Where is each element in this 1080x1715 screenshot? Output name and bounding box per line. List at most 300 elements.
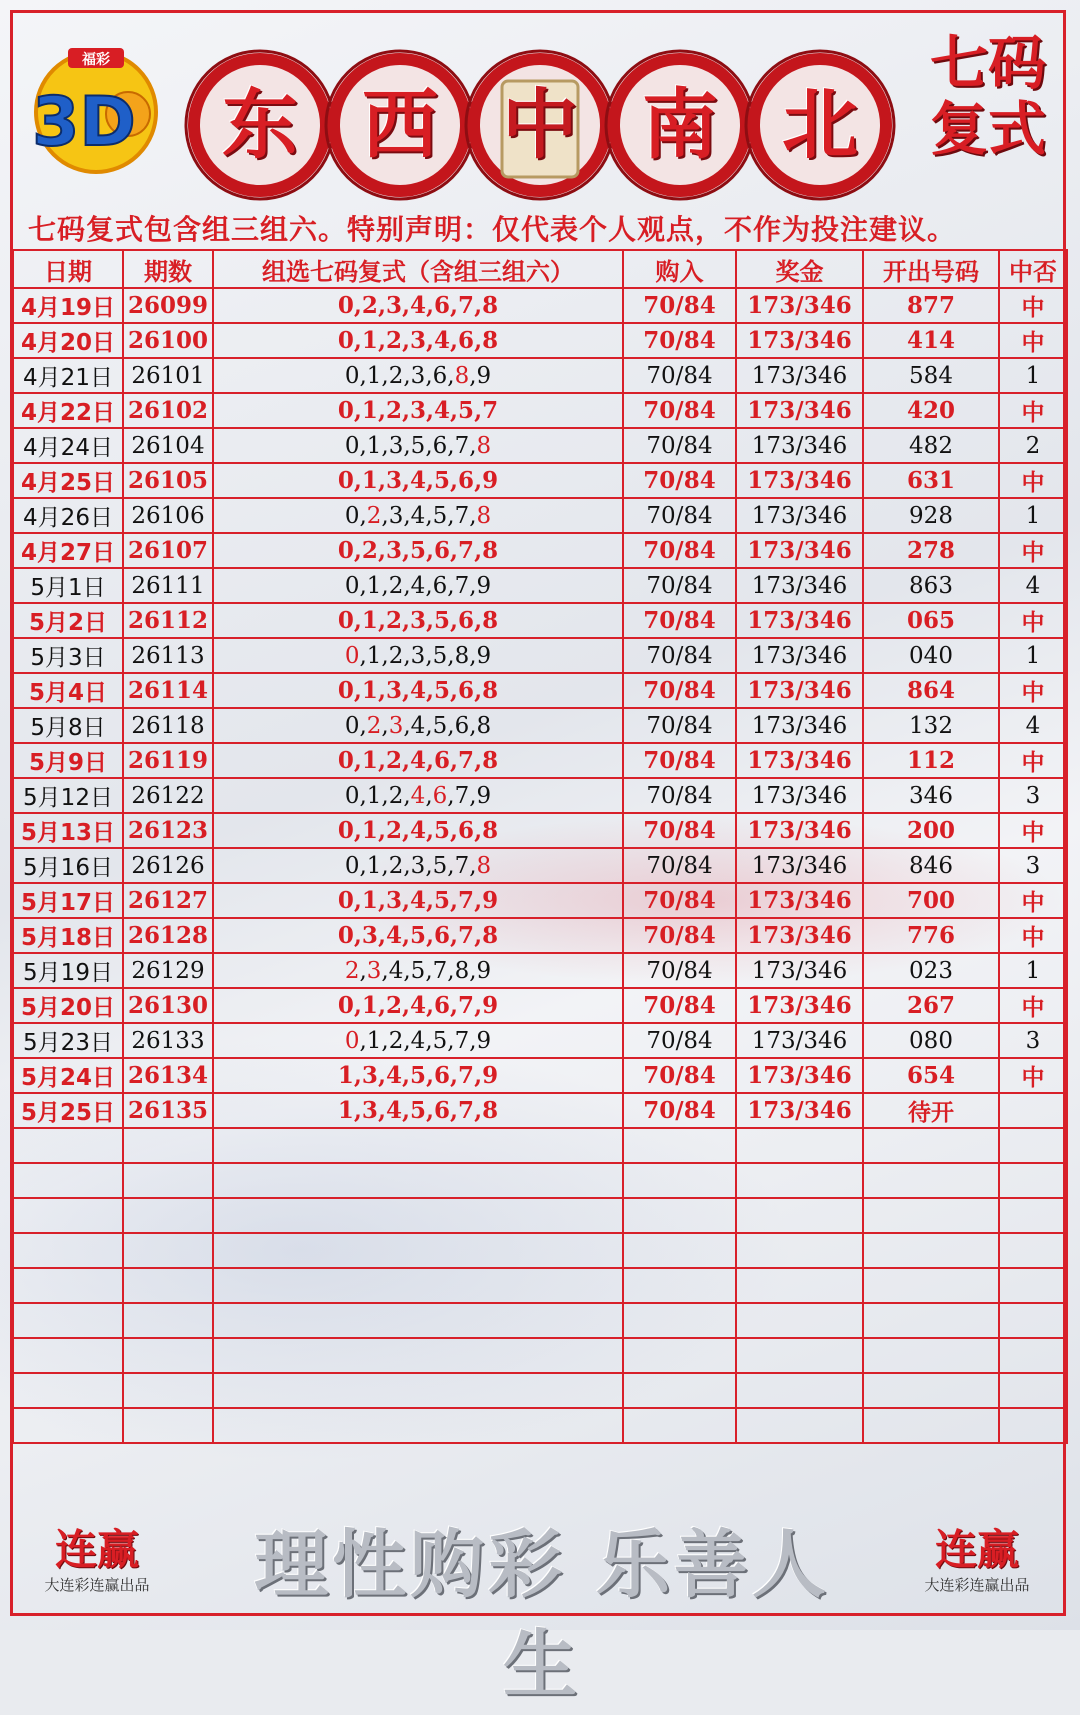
combo-separator: , bbox=[401, 467, 410, 494]
empty-cell bbox=[123, 1338, 213, 1373]
combo-digit: 9 bbox=[476, 957, 492, 984]
brand-left-sub: 大连彩连赢出品 bbox=[44, 1576, 150, 1594]
table-row bbox=[13, 463, 1067, 498]
combo-separator: , bbox=[403, 782, 411, 809]
cell-issue: 26129 bbox=[123, 953, 213, 988]
combo-digit: 0 bbox=[337, 922, 354, 949]
cell-buy: 70/84 bbox=[623, 1058, 736, 1093]
combo-digit: 9 bbox=[482, 992, 499, 1019]
empty-cell bbox=[213, 1163, 623, 1198]
combo-separator: , bbox=[447, 432, 455, 459]
combo-digit: 1 bbox=[361, 607, 378, 634]
combo-separator: , bbox=[381, 957, 389, 984]
combo-separator: , bbox=[381, 852, 389, 879]
cell-issue: 26102 bbox=[123, 393, 213, 428]
cell-combo bbox=[213, 323, 623, 358]
cell-date: 5月2日 bbox=[13, 603, 123, 638]
combo-digit: 1 bbox=[337, 1062, 354, 1089]
combo-separator: , bbox=[403, 502, 411, 529]
empty-cell bbox=[213, 1338, 623, 1373]
cell-prize: 173/346 bbox=[736, 988, 863, 1023]
cell-date: 4月21日 bbox=[13, 358, 123, 393]
cell-result: 3 bbox=[999, 848, 1067, 883]
badge-north bbox=[740, 45, 900, 205]
combo-digit: 0 bbox=[337, 887, 354, 914]
cell-combo bbox=[213, 673, 623, 708]
cell-buy: 70/84 bbox=[623, 533, 736, 568]
combo-separator: , bbox=[426, 1062, 435, 1089]
combo-digit: 0 bbox=[337, 327, 354, 354]
cell-draw: 420 bbox=[863, 393, 999, 428]
cell-combo bbox=[213, 883, 623, 918]
cell-combo bbox=[213, 953, 623, 988]
empty-cell bbox=[623, 1338, 736, 1373]
combo-separator: , bbox=[474, 397, 483, 424]
combo-separator: , bbox=[401, 607, 410, 634]
combo-digit: 4 bbox=[385, 1062, 402, 1089]
combo-separator: , bbox=[353, 292, 362, 319]
table-row bbox=[13, 708, 1067, 743]
combo-separator: , bbox=[353, 922, 362, 949]
cell-issue: 26122 bbox=[123, 778, 213, 813]
combo-separator: , bbox=[381, 432, 389, 459]
combo-digit: 3 bbox=[385, 537, 402, 564]
combo-separator: , bbox=[353, 677, 362, 704]
combo-digit: 8 bbox=[482, 292, 499, 319]
cell-draw: 654 bbox=[863, 1058, 999, 1093]
cell-result: 中 bbox=[999, 393, 1067, 428]
badge-char-north: 北 bbox=[782, 80, 858, 169]
combo-digit: 8 bbox=[482, 537, 499, 564]
cell-issue: 26114 bbox=[123, 673, 213, 708]
cell-date: 4月19日 bbox=[13, 288, 123, 323]
cell-issue: 26104 bbox=[123, 428, 213, 463]
combo-digit: 6 bbox=[458, 677, 475, 704]
table-body bbox=[13, 288, 1067, 1443]
combo-digit: 1 bbox=[361, 397, 378, 424]
empty-cell bbox=[13, 1233, 123, 1268]
table-row bbox=[13, 603, 1067, 638]
combo-separator: , bbox=[474, 677, 483, 704]
combo-digit: 6 bbox=[434, 922, 451, 949]
combo-digit: 7 bbox=[458, 887, 475, 914]
combo-digit: 2 bbox=[344, 957, 360, 984]
cell-prize: 173/346 bbox=[736, 428, 863, 463]
header-prize: 奖金 bbox=[736, 250, 863, 288]
combo-separator: , bbox=[353, 1097, 362, 1124]
cell-prize: 173/346 bbox=[736, 568, 863, 603]
header-result: 中否 bbox=[999, 250, 1067, 288]
combo-digit: 0 bbox=[337, 677, 354, 704]
combo-digit: 9 bbox=[476, 642, 492, 669]
combo-separator: , bbox=[425, 782, 433, 809]
combo-separator: , bbox=[450, 607, 459, 634]
combo-digit: 2 bbox=[388, 782, 404, 809]
cell-issue: 26099 bbox=[123, 288, 213, 323]
empty-cell bbox=[736, 1303, 863, 1338]
combo-digit: 2 bbox=[388, 572, 404, 599]
cell-combo bbox=[213, 533, 623, 568]
combo-separator: , bbox=[359, 1027, 367, 1054]
cell-issue: 26135 bbox=[123, 1093, 213, 1128]
combo-digit: 0 bbox=[337, 292, 354, 319]
cell-buy: 70/84 bbox=[623, 883, 736, 918]
table-row bbox=[13, 883, 1067, 918]
cell-result: 中 bbox=[999, 323, 1067, 358]
combo-digit: 5 bbox=[434, 817, 451, 844]
combo-digit: 8 bbox=[454, 362, 470, 389]
cell-result bbox=[999, 1093, 1067, 1128]
cell-buy: 70/84 bbox=[623, 1093, 736, 1128]
empty-cell bbox=[999, 1408, 1067, 1443]
cell-draw: 040 bbox=[863, 638, 999, 673]
combo-digit: 2 bbox=[366, 502, 382, 529]
cell-date: 5月20日 bbox=[13, 988, 123, 1023]
combo-digit: 3 bbox=[361, 922, 378, 949]
table-row bbox=[13, 533, 1067, 568]
combo-separator: , bbox=[401, 327, 410, 354]
combo-separator: , bbox=[474, 747, 483, 774]
cell-prize: 173/346 bbox=[736, 918, 863, 953]
empty-cell bbox=[623, 1233, 736, 1268]
combo-digit: 1 bbox=[337, 1097, 354, 1124]
combo-digit: 4 bbox=[409, 817, 426, 844]
logo-3d-text: 3D bbox=[32, 83, 136, 162]
combo-separator: , bbox=[450, 292, 459, 319]
combo-digit: 1 bbox=[366, 782, 382, 809]
combo-separator: , bbox=[447, 362, 455, 389]
combo-separator: , bbox=[447, 852, 455, 879]
combo-digit: 3 bbox=[388, 432, 404, 459]
combo-digit: 1 bbox=[366, 572, 382, 599]
combo-separator: , bbox=[474, 922, 483, 949]
combo-digit: 5 bbox=[432, 642, 448, 669]
cell-combo bbox=[213, 1058, 623, 1093]
combo-digit: 4 bbox=[409, 887, 426, 914]
combo-separator: , bbox=[353, 467, 362, 494]
combo-separator: , bbox=[401, 1062, 410, 1089]
cell-combo bbox=[213, 778, 623, 813]
cell-draw: 278 bbox=[863, 533, 999, 568]
cell-draw: 414 bbox=[863, 323, 999, 358]
cell-issue: 26133 bbox=[123, 1023, 213, 1058]
cell-buy: 70/84 bbox=[623, 708, 736, 743]
cell-prize: 173/346 bbox=[736, 603, 863, 638]
cell-draw: 023 bbox=[863, 953, 999, 988]
combo-digit: 2 bbox=[388, 362, 404, 389]
combo-separator: , bbox=[426, 397, 435, 424]
combo-digit: 4 bbox=[410, 572, 426, 599]
table-row bbox=[13, 953, 1067, 988]
cell-combo bbox=[213, 498, 623, 533]
table-row bbox=[13, 848, 1067, 883]
empty-cell bbox=[863, 1303, 999, 1338]
cell-buy: 70/84 bbox=[623, 428, 736, 463]
combo-digit: 2 bbox=[385, 747, 402, 774]
combo-separator: , bbox=[401, 537, 410, 564]
combo-separator: , bbox=[469, 852, 477, 879]
cell-issue: 26113 bbox=[123, 638, 213, 673]
combo-digit: 0 bbox=[344, 642, 360, 669]
cell-prize: 173/346 bbox=[736, 533, 863, 568]
cell-result: 中 bbox=[999, 463, 1067, 498]
combo-separator: , bbox=[381, 502, 389, 529]
combo-digit: 3 bbox=[409, 607, 426, 634]
combo-digit: 5 bbox=[432, 712, 448, 739]
combo-separator: , bbox=[401, 887, 410, 914]
empty-table-row bbox=[13, 1373, 1067, 1408]
combo-separator: , bbox=[377, 467, 386, 494]
empty-table-row bbox=[13, 1163, 1067, 1198]
cell-date: 4月25日 bbox=[13, 463, 123, 498]
cell-prize: 173/346 bbox=[736, 708, 863, 743]
combo-separator: , bbox=[401, 397, 410, 424]
cell-combo bbox=[213, 463, 623, 498]
combo-separator: , bbox=[377, 327, 386, 354]
combo-digit: 3 bbox=[385, 887, 402, 914]
cell-combo bbox=[213, 848, 623, 883]
empty-cell bbox=[999, 1233, 1067, 1268]
combo-separator: , bbox=[450, 467, 459, 494]
combo-separator: , bbox=[469, 502, 477, 529]
cell-date: 5月23日 bbox=[13, 1023, 123, 1058]
empty-cell bbox=[123, 1163, 213, 1198]
empty-cell bbox=[213, 1198, 623, 1233]
combo-digit: 1 bbox=[366, 432, 382, 459]
empty-cell bbox=[123, 1373, 213, 1408]
combo-separator: , bbox=[377, 292, 386, 319]
combo-separator: , bbox=[426, 467, 435, 494]
combo-separator: , bbox=[359, 432, 367, 459]
cell-result: 中 bbox=[999, 988, 1067, 1023]
table-row bbox=[13, 323, 1067, 358]
cell-issue: 26127 bbox=[123, 883, 213, 918]
cell-buy: 70/84 bbox=[623, 813, 736, 848]
empty-cell bbox=[623, 1303, 736, 1338]
cell-date: 5月13日 bbox=[13, 813, 123, 848]
combo-separator: , bbox=[450, 747, 459, 774]
table-row bbox=[13, 813, 1067, 848]
combo-separator: , bbox=[401, 292, 410, 319]
combo-digit: 6 bbox=[432, 782, 448, 809]
combo-separator: , bbox=[469, 712, 477, 739]
combo-digit: 8 bbox=[482, 327, 499, 354]
table-row bbox=[13, 743, 1067, 778]
empty-cell bbox=[623, 1373, 736, 1408]
combo-digit: 4 bbox=[409, 747, 426, 774]
table-row bbox=[13, 1023, 1067, 1058]
cell-draw: 631 bbox=[863, 463, 999, 498]
results-table bbox=[12, 249, 1068, 1444]
empty-cell bbox=[13, 1338, 123, 1373]
combo-separator: , bbox=[447, 572, 455, 599]
empty-cell bbox=[863, 1198, 999, 1233]
combo-separator: , bbox=[474, 467, 483, 494]
combo-separator: , bbox=[377, 922, 386, 949]
cell-buy: 70/84 bbox=[623, 323, 736, 358]
combo-digit: 3 bbox=[361, 1062, 378, 1089]
combo-digit: 7 bbox=[454, 782, 470, 809]
table-row bbox=[13, 498, 1067, 533]
side-title-line2: 复式 bbox=[930, 95, 1047, 163]
cell-buy: 70/84 bbox=[623, 638, 736, 673]
cell-prize: 173/346 bbox=[736, 848, 863, 883]
cell-prize: 173/346 bbox=[736, 393, 863, 428]
combo-digit: 0 bbox=[344, 712, 360, 739]
combo-digit: 3 bbox=[409, 397, 426, 424]
combo-separator: , bbox=[426, 887, 435, 914]
combo-separator: , bbox=[403, 712, 411, 739]
combo-digit: 0 bbox=[337, 817, 354, 844]
combo-digit: 8 bbox=[482, 1097, 499, 1124]
header-draw: 开出号码 bbox=[863, 250, 999, 288]
combo-separator: , bbox=[377, 747, 386, 774]
empty-cell bbox=[863, 1338, 999, 1373]
cell-combo bbox=[213, 1093, 623, 1128]
combo-separator: , bbox=[381, 1027, 389, 1054]
combo-digit: 6 bbox=[458, 467, 475, 494]
combo-separator: , bbox=[426, 677, 435, 704]
empty-cell bbox=[13, 1373, 123, 1408]
empty-cell bbox=[863, 1373, 999, 1408]
cell-prize: 173/346 bbox=[736, 288, 863, 323]
empty-cell bbox=[623, 1408, 736, 1443]
cell-buy: 70/84 bbox=[623, 988, 736, 1023]
combo-separator: , bbox=[381, 642, 389, 669]
cell-prize: 173/346 bbox=[736, 743, 863, 778]
cell-draw: 584 bbox=[863, 358, 999, 393]
cell-result: 2 bbox=[999, 428, 1067, 463]
title-badges bbox=[180, 30, 900, 200]
combo-digit: 9 bbox=[476, 572, 492, 599]
combo-digit: 5 bbox=[432, 852, 448, 879]
combo-separator: , bbox=[381, 362, 389, 389]
combo-digit: 4 bbox=[410, 782, 426, 809]
combo-digit: 9 bbox=[482, 1062, 499, 1089]
empty-cell bbox=[123, 1268, 213, 1303]
cell-result: 4 bbox=[999, 708, 1067, 743]
combo-separator: , bbox=[377, 537, 386, 564]
empty-cell bbox=[736, 1233, 863, 1268]
combo-digit: 8 bbox=[482, 922, 499, 949]
combo-separator: , bbox=[450, 1062, 459, 1089]
combo-separator: , bbox=[426, 1097, 435, 1124]
cell-result: 1 bbox=[999, 953, 1067, 988]
combo-digit: 0 bbox=[344, 1027, 360, 1054]
combo-separator: , bbox=[359, 502, 367, 529]
empty-cell bbox=[623, 1268, 736, 1303]
header-buy: 购入 bbox=[623, 250, 736, 288]
cell-buy: 70/84 bbox=[623, 358, 736, 393]
empty-cell bbox=[999, 1268, 1067, 1303]
empty-cell bbox=[999, 1163, 1067, 1198]
cell-prize: 173/346 bbox=[736, 813, 863, 848]
cell-combo bbox=[213, 1023, 623, 1058]
cell-buy: 70/84 bbox=[623, 673, 736, 708]
cell-result: 中 bbox=[999, 673, 1067, 708]
header-combo: 组选七码复式（含组三组六） bbox=[213, 250, 623, 288]
combo-separator: , bbox=[426, 327, 435, 354]
empty-cell bbox=[213, 1408, 623, 1443]
combo-separator: , bbox=[401, 922, 410, 949]
combo-separator: , bbox=[403, 852, 411, 879]
combo-separator: , bbox=[377, 397, 386, 424]
combo-digit: 1 bbox=[366, 362, 382, 389]
cell-date: 4月20日 bbox=[13, 323, 123, 358]
combo-separator: , bbox=[425, 502, 433, 529]
cell-prize: 173/346 bbox=[736, 358, 863, 393]
cell-combo bbox=[213, 708, 623, 743]
cell-draw: 080 bbox=[863, 1023, 999, 1058]
cell-issue: 26118 bbox=[123, 708, 213, 743]
combo-separator: , bbox=[403, 642, 411, 669]
cell-date: 4月27日 bbox=[13, 533, 123, 568]
combo-separator: , bbox=[450, 397, 459, 424]
cell-combo bbox=[213, 918, 623, 953]
cell-prize: 173/346 bbox=[736, 1023, 863, 1058]
cell-buy: 70/84 bbox=[623, 498, 736, 533]
cell-draw: 700 bbox=[863, 883, 999, 918]
combo-separator: , bbox=[426, 537, 435, 564]
cell-issue: 26128 bbox=[123, 918, 213, 953]
combo-digit: 3 bbox=[410, 362, 426, 389]
empty-table-row bbox=[13, 1198, 1067, 1233]
combo-digit: 4 bbox=[409, 677, 426, 704]
table-row bbox=[13, 393, 1067, 428]
combo-separator: , bbox=[474, 817, 483, 844]
cell-date: 4月24日 bbox=[13, 428, 123, 463]
empty-cell bbox=[999, 1128, 1067, 1163]
cell-draw: 482 bbox=[863, 428, 999, 463]
cell-draw: 864 bbox=[863, 673, 999, 708]
cell-date: 5月18日 bbox=[13, 918, 123, 953]
combo-digit: 8 bbox=[476, 712, 492, 739]
cell-result: 4 bbox=[999, 568, 1067, 603]
cell-result: 中 bbox=[999, 288, 1067, 323]
combo-digit: 1 bbox=[366, 852, 382, 879]
combo-digit: 9 bbox=[476, 1027, 492, 1054]
cell-buy: 70/84 bbox=[623, 918, 736, 953]
cell-prize: 173/346 bbox=[736, 1093, 863, 1128]
combo-separator: , bbox=[403, 362, 411, 389]
combo-digit: 4 bbox=[410, 502, 426, 529]
empty-table-row bbox=[13, 1338, 1067, 1373]
combo-separator: , bbox=[359, 957, 367, 984]
cell-buy: 70/84 bbox=[623, 568, 736, 603]
cell-issue: 26134 bbox=[123, 1058, 213, 1093]
cell-draw: 863 bbox=[863, 568, 999, 603]
cell-draw: 877 bbox=[863, 288, 999, 323]
combo-separator: , bbox=[353, 817, 362, 844]
combo-separator: , bbox=[426, 747, 435, 774]
combo-digit: 6 bbox=[434, 1097, 451, 1124]
combo-separator: , bbox=[401, 992, 410, 1019]
cell-issue: 26100 bbox=[123, 323, 213, 358]
cell-result: 1 bbox=[999, 358, 1067, 393]
combo-digit: 5 bbox=[409, 1097, 426, 1124]
combo-digit: 0 bbox=[344, 432, 360, 459]
combo-digit: 9 bbox=[476, 782, 492, 809]
combo-digit: 8 bbox=[454, 957, 470, 984]
cell-draw: 928 bbox=[863, 498, 999, 533]
badge-char-west: 西 bbox=[362, 80, 438, 169]
cell-issue: 26107 bbox=[123, 533, 213, 568]
cell-buy: 70/84 bbox=[623, 1023, 736, 1058]
combo-digit: 5 bbox=[434, 467, 451, 494]
combo-digit: 9 bbox=[476, 362, 492, 389]
combo-digit: 3 bbox=[409, 327, 426, 354]
combo-separator: , bbox=[474, 887, 483, 914]
